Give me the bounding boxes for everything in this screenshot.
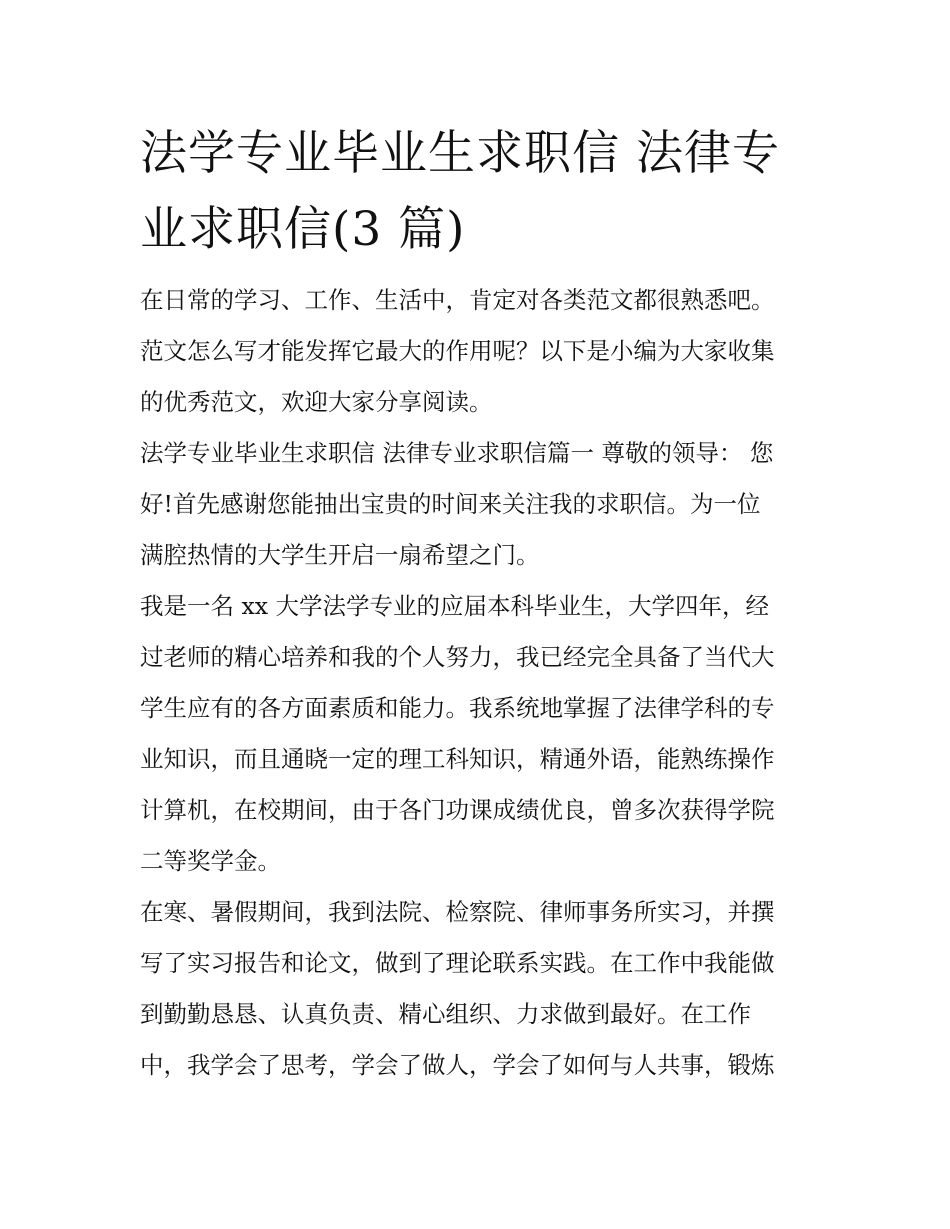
document-title (140, 116, 820, 268)
body-line: 二等奖学金。 (140, 847, 281, 875)
body-line: 的优秀范文，欢迎大家分享阅读。 (140, 388, 493, 416)
body-line: 范文怎么写才能发挥它最大的作用呢？以下是小编为大家收集 (140, 337, 775, 365)
title-line-2: 业求职信(3 篇) (140, 202, 466, 257)
body-line: 好!首先感谢您能抽出宝贵的时间来关注我的求职信。为一位 (140, 490, 761, 518)
body-line: 满腔热情的大学生开启一扇希望之门。 (140, 541, 540, 569)
body-line: 到勤勤恳恳、认真负责、精心组织、力求做到最好。在工作 (140, 1000, 751, 1028)
body-line: 在寒、暑假期间，我到法院、检察院、律师事务所实习，并撰 (140, 898, 775, 926)
body-line: 写了实习报告和论文，做到了理论联系实践。在工作中我能做 (140, 949, 775, 977)
body-line: 在日常的学习、工作、生活中，肯定对各类范文都很熟悉吧。 (140, 286, 775, 314)
body-line: 过老师的精心培养和我的个人努力，我已经完全具备了当代大 (140, 643, 775, 671)
body-line: 业知识，而且通晓一定的理工科知识，精通外语，能熟练操作 (140, 745, 775, 773)
title-line-1: 法学专业毕业生求职信 法律专 (140, 126, 780, 181)
body-line: 法学专业毕业生求职信 法律专业求职信篇一 尊敬的领导： 您 (140, 439, 774, 467)
body-line: 计算机，在校期间，由于各门功课成绩优良，曾多次获得学院 (140, 796, 775, 824)
body-line: 学生应有的各方面素质和能力。我系统地掌握了法律学科的专 (140, 694, 775, 722)
document-body (140, 275, 820, 1091)
body-line: 中，我学会了思考，学会了做人，学会了如何与人共事，锻炼 (140, 1051, 775, 1079)
body-line: 我是一名 xx 大学法学专业的应届本科毕业生，大学四年，经 (140, 592, 769, 620)
